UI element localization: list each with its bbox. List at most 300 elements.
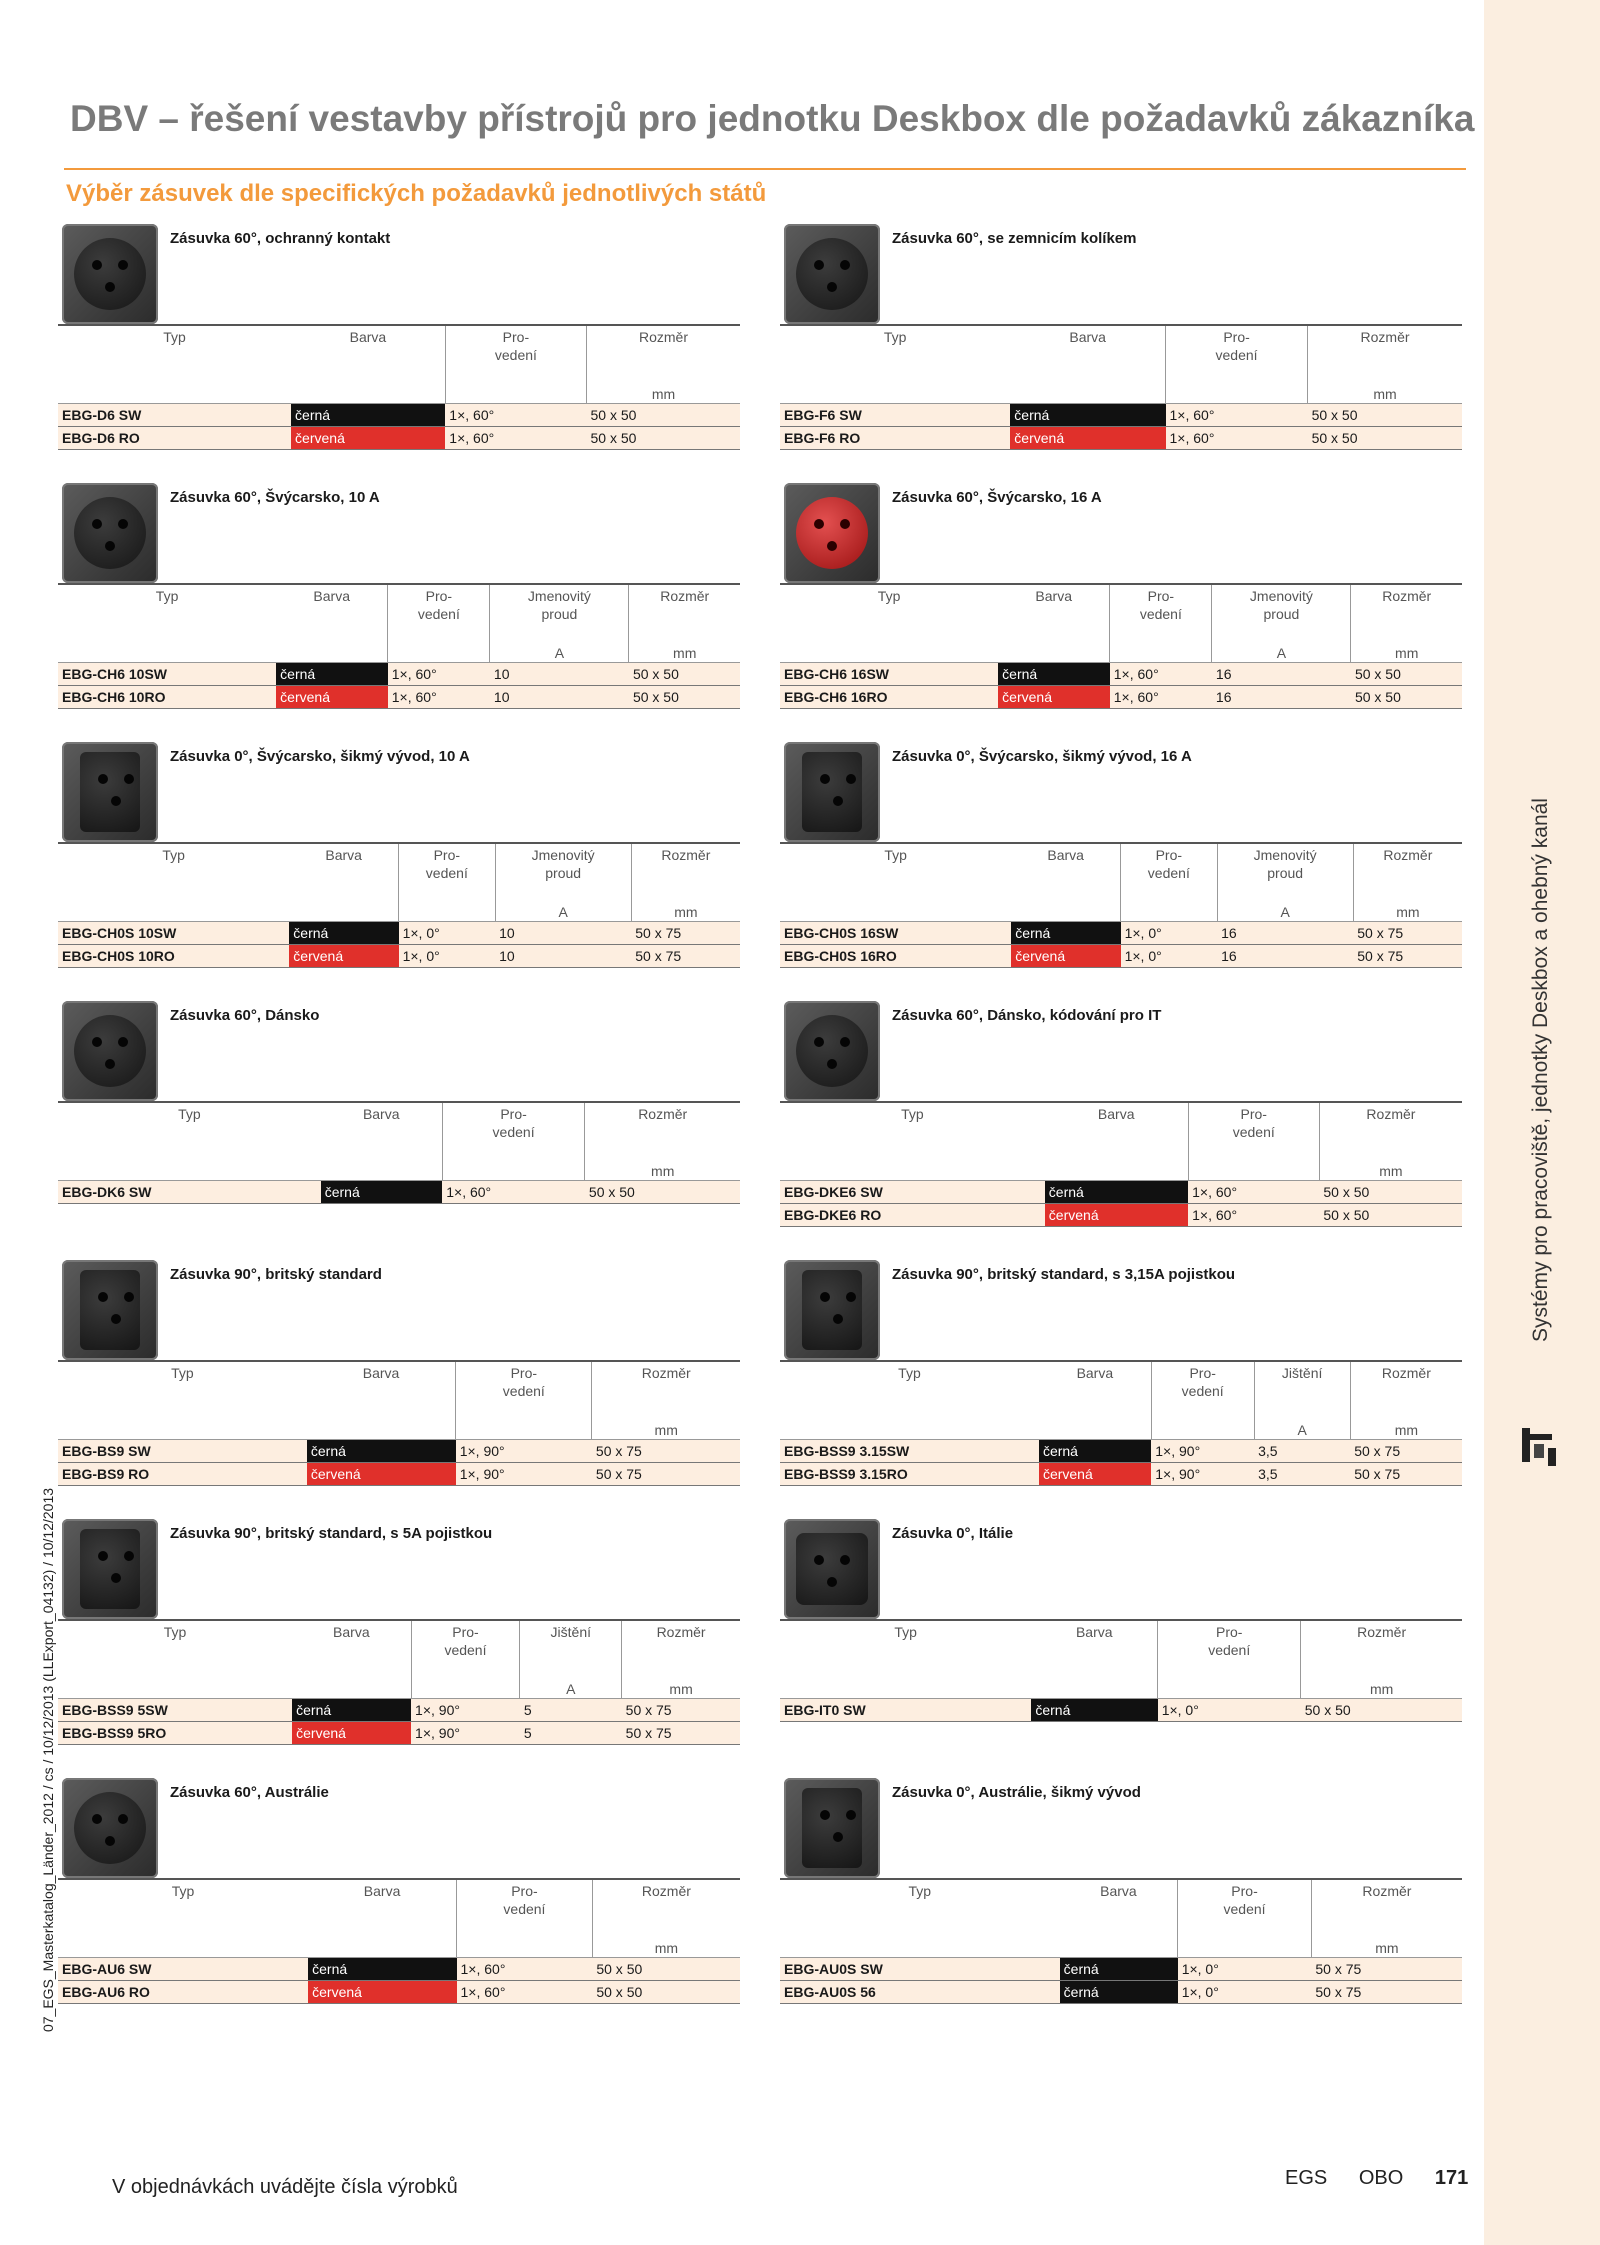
spec-table [780, 583, 1462, 709]
unit-label [1010, 386, 1165, 404]
product-code: EBG-CH6 16SW [780, 663, 998, 686]
unit-label [1045, 1163, 1188, 1181]
color-cell: červená [1011, 945, 1120, 968]
column-header: Rozměr [631, 843, 740, 904]
table-cell: 50 x 75 [622, 1699, 740, 1722]
product-block [58, 222, 740, 472]
table-row [780, 404, 1462, 427]
order-note: V objednávkách uvádějte čísla výrobků [112, 2176, 458, 2198]
table-row [780, 945, 1462, 968]
column-header: Typ [58, 843, 289, 904]
column-header: Rozměr [1301, 1620, 1462, 1681]
column-header: Rozměr [1351, 584, 1462, 645]
product-title: Zásuvka 0°, Itálie [892, 1525, 1014, 1542]
column-header: Jmenovitý proud [495, 843, 631, 904]
unit-label [291, 386, 445, 404]
workstation-icon [1518, 1422, 1560, 1468]
table-cell: 1×, 60° [1110, 663, 1212, 686]
unit-label [276, 645, 388, 663]
table-row [58, 922, 740, 945]
product-block [780, 999, 1462, 1249]
spec-table [58, 1619, 740, 1745]
socket-swiss-icon [62, 483, 158, 583]
table-cell: 1×, 60° [457, 1981, 593, 2004]
table-row [780, 1181, 1462, 1204]
table-row [58, 1958, 740, 1981]
column-header: Rozměr [1353, 843, 1462, 904]
table-cell: 10 [490, 686, 629, 709]
product-title: Zásuvka 60°, se zemnicím kolíkem [892, 230, 1137, 247]
page-number: 171 [1434, 2167, 1469, 2189]
product-block [58, 1258, 740, 1508]
column-header: Pro- vedení [399, 843, 496, 904]
unit-label [780, 645, 998, 663]
column-header: Typ [58, 1620, 292, 1681]
table-cell: 16 [1217, 945, 1353, 968]
unit-label [1121, 904, 1218, 922]
product-code: EBG-CH0S 10SW [58, 922, 289, 945]
table-row [58, 663, 740, 686]
product-code: EBG-CH6 16RO [780, 686, 998, 709]
color-cell: červená [1045, 1204, 1188, 1227]
product-title: Zásuvka 60°, Austrálie [170, 1784, 329, 1801]
product-title: Zásuvka 90°, britský standard, s 5A pojistkou [170, 1525, 493, 1542]
table-row [780, 686, 1462, 709]
color-cell: černá [291, 404, 445, 427]
table-cell: 1×, 0° [1178, 1958, 1312, 1981]
unit-label [388, 645, 490, 663]
column-header: Jmenovitý proud [1212, 584, 1351, 645]
section-subtitle: Výběr zásuvek dle specifických požadavků jednotlivých států [66, 180, 767, 207]
product-block [780, 740, 1462, 990]
table-cell: 1×, 90° [456, 1463, 592, 1486]
unit-label [321, 1163, 443, 1181]
unit-label [445, 386, 586, 404]
product-code: EBG-CH6 10RO [58, 686, 276, 709]
socket-swiss-angled-icon [784, 742, 880, 842]
product-code: EBG-BS9 SW [58, 1440, 307, 1463]
table-cell: 50 x 75 [1350, 1440, 1462, 1463]
column-header: Barva [307, 1361, 456, 1422]
unit-label [456, 1422, 592, 1440]
unit-label: mm [587, 386, 741, 404]
table-cell: 50 x 75 [1353, 922, 1462, 945]
table-row [780, 1981, 1462, 2004]
color-cell: černá [1010, 404, 1165, 427]
product-code: EBG-AU6 RO [58, 1981, 308, 2004]
socket-swiss-red-icon [784, 483, 880, 583]
product-code: EBG-F6 SW [780, 404, 1010, 427]
table-cell: 1×, 0° [1158, 1699, 1301, 1722]
column-header: Typ [780, 325, 1010, 386]
socket-italian-icon [784, 1519, 880, 1619]
product-code: EBG-BSS9 3.15RO [780, 1463, 1039, 1486]
unit-label: mm [1319, 1163, 1462, 1181]
table-cell: 50 x 50 [592, 1958, 740, 1981]
product-code: EBG-DK6 SW [58, 1181, 321, 1204]
product-title: Zásuvka 90°, britský standard, s 3,15A pojistkou [892, 1266, 1236, 1283]
column-header: Pro- vedení [1166, 325, 1308, 386]
unit-label [780, 1940, 1060, 1958]
column-header: Typ [58, 325, 291, 386]
table-row [780, 1958, 1462, 1981]
table-cell: 50 x 50 [1308, 404, 1462, 427]
color-cell: černá [1060, 1981, 1178, 2004]
column-header: Barva [1060, 1879, 1178, 1940]
color-cell: černá [1045, 1181, 1188, 1204]
socket-danish-icon [62, 1001, 158, 1101]
spec-table [780, 1101, 1462, 1227]
product-code: EBG-DKE6 SW [780, 1181, 1045, 1204]
table-row [58, 427, 740, 450]
unit-label [457, 1940, 593, 1958]
column-header: Jištění [1254, 1361, 1350, 1422]
product-title: Zásuvka 0°, Švýcarsko, šikmý vývod, 16 A [892, 748, 1192, 765]
table-row [780, 1463, 1462, 1486]
table-cell: 50 x 50 [1319, 1204, 1462, 1227]
table-cell: 50 x 75 [1311, 1958, 1462, 1981]
unit-label [780, 1163, 1045, 1181]
column-header: Typ [58, 1879, 308, 1940]
unit-label: mm [592, 1940, 740, 1958]
socket-swiss-angled-icon [62, 742, 158, 842]
product-code: EBG-D6 SW [58, 404, 291, 427]
table-cell: 1×, 60° [1188, 1204, 1319, 1227]
color-cell: černá [1011, 922, 1120, 945]
table-cell: 1×, 0° [1121, 922, 1218, 945]
table-cell: 3,5 [1254, 1463, 1350, 1486]
table-cell: 50 x 50 [585, 1181, 740, 1204]
table-cell: 1×, 60° [445, 404, 586, 427]
table-cell: 1×, 60° [445, 427, 586, 450]
unit-label: A [495, 904, 631, 922]
product-block [58, 1517, 740, 1767]
color-cell: červená [308, 1981, 456, 2004]
title-divider [64, 168, 1466, 170]
column-header: Barva [1010, 325, 1165, 386]
socket-danish-it-icon [784, 1001, 880, 1101]
spec-table [58, 324, 740, 450]
column-header: Rozměr [585, 1102, 740, 1163]
column-header: Pro- vedení [1121, 843, 1218, 904]
table-cell: 1×, 60° [388, 663, 490, 686]
table-row [58, 945, 740, 968]
table-cell: 50 x 75 [1353, 945, 1462, 968]
table-row [58, 1463, 740, 1486]
spec-table [58, 1878, 740, 2004]
table-cell: 1×, 60° [1110, 686, 1212, 709]
brand-egs: EGS [1285, 2167, 1328, 2189]
column-header: Rozměr [1319, 1102, 1462, 1163]
unit-label [58, 1163, 321, 1181]
table-cell: 1×, 90° [1151, 1440, 1254, 1463]
table-cell: 1×, 60° [1188, 1181, 1319, 1204]
unit-label [58, 645, 276, 663]
spec-table [780, 1619, 1462, 1722]
column-header: Typ [780, 843, 1011, 904]
table-cell: 10 [495, 945, 631, 968]
column-header: Rozměr [1308, 325, 1462, 386]
color-cell: černá [1031, 1699, 1157, 1722]
table-row [780, 427, 1462, 450]
unit-label: mm [1351, 645, 1462, 663]
unit-label: A [1254, 1422, 1350, 1440]
color-cell: červená [1010, 427, 1165, 450]
unit-label [780, 1681, 1031, 1699]
column-header: Pro- vedení [1151, 1361, 1254, 1422]
color-cell: červená [307, 1463, 456, 1486]
table-row [58, 686, 740, 709]
table-cell: 50 x 75 [592, 1440, 740, 1463]
product-block [780, 1258, 1462, 1508]
product-code: EBG-D6 RO [58, 427, 291, 450]
product-code: EBG-AU0S 56 [780, 1981, 1060, 2004]
brand-obo: OBO [1358, 2167, 1404, 2189]
table-cell: 50 x 50 [1319, 1181, 1462, 1204]
spec-table [58, 583, 740, 709]
product-code: EBG-BSS9 5RO [58, 1722, 292, 1745]
color-cell: černá [998, 663, 1110, 686]
column-header: Typ [780, 1879, 1060, 1940]
unit-label [399, 904, 496, 922]
page-footer [1285, 2167, 1468, 2190]
table-row [58, 1722, 740, 1745]
unit-label [58, 1681, 292, 1699]
unit-label: mm [1301, 1681, 1462, 1699]
socket-british-fused-icon [62, 1519, 158, 1619]
table-cell: 16 [1217, 922, 1353, 945]
unit-label: mm [1350, 1422, 1462, 1440]
table-cell: 1×, 0° [1121, 945, 1218, 968]
table-row [780, 922, 1462, 945]
table-cell: 16 [1212, 663, 1351, 686]
column-header: Jmenovitý proud [1217, 843, 1353, 904]
column-header: Pro- vedení [1188, 1102, 1319, 1163]
product-block [58, 999, 740, 1249]
column-header: Pro- vedení [388, 584, 490, 645]
socket-australian-angled-icon [784, 1778, 880, 1878]
column-header: Typ [780, 1361, 1039, 1422]
unit-label [1011, 904, 1120, 922]
table-cell: 50 x 75 [631, 945, 740, 968]
unit-label [780, 1422, 1039, 1440]
column-header: Pro- vedení [1178, 1879, 1312, 1940]
table-row [780, 1204, 1462, 1227]
socket-french-icon [784, 224, 880, 324]
product-block [780, 1517, 1462, 1767]
product-title: Zásuvka 60°, Dánsko, kódování pro IT [892, 1007, 1162, 1024]
socket-british-icon [62, 1260, 158, 1360]
product-code: EBG-CH0S 16SW [780, 922, 1011, 945]
product-title: Zásuvka 0°, Švýcarsko, šikmý vývod, 10 A [170, 748, 470, 765]
table-cell: 50 x 50 [629, 686, 740, 709]
unit-label: A [1217, 904, 1353, 922]
unit-label [411, 1681, 520, 1699]
column-header: Rozměr [1350, 1361, 1462, 1422]
unit-label: mm [585, 1163, 740, 1181]
color-cell: černá [276, 663, 388, 686]
table-cell: 1×, 90° [1151, 1463, 1254, 1486]
color-cell: červená [998, 686, 1110, 709]
unit-label [780, 386, 1010, 404]
unit-label [442, 1163, 585, 1181]
table-cell: 50 x 50 [629, 663, 740, 686]
column-header: Barva [1045, 1102, 1188, 1163]
unit-label: A [520, 1681, 622, 1699]
table-cell: 50 x 75 [631, 922, 740, 945]
product-code: EBG-IT0 SW [780, 1699, 1031, 1722]
table-cell: 16 [1212, 686, 1351, 709]
unit-label [289, 904, 398, 922]
product-block [780, 1776, 1462, 2026]
table-cell: 50 x 75 [1311, 1981, 1462, 2004]
table-cell: 1×, 90° [411, 1699, 520, 1722]
product-code: EBG-AU6 SW [58, 1958, 308, 1981]
unit-label: mm [592, 1422, 740, 1440]
color-cell: červená [289, 945, 398, 968]
product-title: Zásuvka 60°, Dánsko [170, 1007, 320, 1024]
table-cell: 50 x 50 [592, 1981, 740, 2004]
column-header: Barva [308, 1879, 456, 1940]
column-header: Typ [780, 584, 998, 645]
table-row [58, 1981, 740, 2004]
product-block [58, 740, 740, 990]
color-cell: červená [276, 686, 388, 709]
table-cell: 1×, 60° [457, 1958, 593, 1981]
table-row [58, 1440, 740, 1463]
unit-label: mm [1353, 904, 1462, 922]
table-cell: 1×, 0° [1178, 1981, 1312, 2004]
socket-schuko-icon [62, 224, 158, 324]
socket-australian-icon [62, 1778, 158, 1878]
page-title: DBV – řešení vestavby přístrojů pro jednotku Deskbox dle požadavků zákazníka [70, 98, 1475, 139]
unit-label [58, 1422, 307, 1440]
column-header: Pro- vedení [457, 1879, 593, 1940]
product-title: Zásuvka 0°, Austrálie, šikmý vývod [892, 1784, 1141, 1801]
table-cell: 5 [520, 1722, 622, 1745]
spec-table [58, 1360, 740, 1486]
column-header: Typ [58, 1102, 321, 1163]
column-header: Jmenovitý proud [490, 584, 629, 645]
table-cell: 50 x 50 [587, 404, 741, 427]
table-cell: 3,5 [1254, 1440, 1350, 1463]
table-row [58, 404, 740, 427]
color-cell: černá [292, 1699, 411, 1722]
table-cell: 1×, 60° [442, 1181, 585, 1204]
table-row [780, 1440, 1462, 1463]
column-header: Barva [1039, 1361, 1151, 1422]
column-header: Rozměr [592, 1879, 740, 1940]
table-cell: 5 [520, 1699, 622, 1722]
product-title: Zásuvka 60°, ochranný kontakt [170, 230, 391, 247]
product-title: Zásuvka 60°, Švýcarsko, 16 A [892, 489, 1102, 506]
unit-label: mm [1311, 1940, 1462, 1958]
unit-label [1060, 1940, 1178, 1958]
unit-label: mm [629, 645, 740, 663]
unit-label [307, 1422, 456, 1440]
column-header: Pro- vedení [1158, 1620, 1301, 1681]
color-cell: černá [1060, 1958, 1178, 1981]
table-cell: 1×, 0° [399, 922, 496, 945]
unit-label: A [1212, 645, 1351, 663]
color-cell: červená [291, 427, 445, 450]
column-header: Barva [289, 843, 398, 904]
unit-label [308, 1940, 456, 1958]
unit-label [58, 1940, 308, 1958]
product-code: EBG-DKE6 RO [780, 1204, 1045, 1227]
side-section-title: Systémy pro pracoviště, jednotky Deskbox a ohebný kanál [1529, 798, 1552, 1342]
spec-table [780, 842, 1462, 968]
table-row [780, 663, 1462, 686]
unit-label: mm [622, 1681, 740, 1699]
column-header: Rozměr [629, 584, 740, 645]
spec-table [780, 1878, 1462, 2004]
column-header: Typ [58, 584, 276, 645]
column-header: Typ [780, 1102, 1045, 1163]
column-header: Barva [276, 584, 388, 645]
column-header: Barva [1031, 1620, 1157, 1681]
unit-label: A [490, 645, 629, 663]
table-cell: 50 x 75 [622, 1722, 740, 1745]
column-header: Pro- vedení [1110, 584, 1212, 645]
color-cell: červená [292, 1722, 411, 1745]
product-block [780, 222, 1462, 472]
product-block [780, 481, 1462, 731]
table-cell: 1×, 90° [411, 1722, 520, 1745]
column-header: Rozměr [1311, 1879, 1462, 1940]
spec-table [58, 1101, 740, 1204]
product-title: Zásuvka 60°, Švýcarsko, 10 A [170, 489, 380, 506]
spec-table [780, 1360, 1462, 1486]
unit-label [1188, 1163, 1319, 1181]
table-row [780, 1699, 1462, 1722]
column-header: Barva [292, 1620, 411, 1681]
table-cell: 50 x 75 [1350, 1463, 1462, 1486]
table-cell: 50 x 75 [592, 1463, 740, 1486]
unit-label [1178, 1940, 1312, 1958]
column-header: Pro- vedení [442, 1102, 585, 1163]
column-header: Barva [998, 584, 1110, 645]
table-cell: 1×, 0° [399, 945, 496, 968]
product-title: Zásuvka 90°, britský standard [170, 1266, 382, 1283]
unit-label: mm [631, 904, 740, 922]
unit-label: mm [1308, 386, 1462, 404]
print-reference: 07_EGS_Masterkatalog_Länder_2012 / cs / 10/12/2013 (LLExport_04132) / 10/12/2013 [40, 1487, 56, 2033]
column-header: Rozměr [587, 325, 741, 386]
table-row [58, 1699, 740, 1722]
column-header: Typ [780, 1620, 1031, 1681]
unit-label [1110, 645, 1212, 663]
unit-label [1158, 1681, 1301, 1699]
unit-label [780, 904, 1011, 922]
column-header: Barva [291, 325, 445, 386]
column-header: Rozměr [622, 1620, 740, 1681]
unit-label [998, 645, 1110, 663]
product-code: EBG-CH0S 16RO [780, 945, 1011, 968]
socket-british-fused-icon [784, 1260, 880, 1360]
column-header: Barva [1011, 843, 1120, 904]
table-cell: 50 x 50 [1308, 427, 1462, 450]
table-row [58, 1181, 740, 1204]
unit-label [1039, 1422, 1151, 1440]
table-cell: 50 x 50 [1301, 1699, 1462, 1722]
column-header: Pro- vedení [411, 1620, 520, 1681]
unit-label [1166, 386, 1308, 404]
unit-label [1151, 1422, 1254, 1440]
product-code: EBG-CH6 10SW [58, 663, 276, 686]
unit-label [1031, 1681, 1157, 1699]
unit-label [58, 386, 291, 404]
